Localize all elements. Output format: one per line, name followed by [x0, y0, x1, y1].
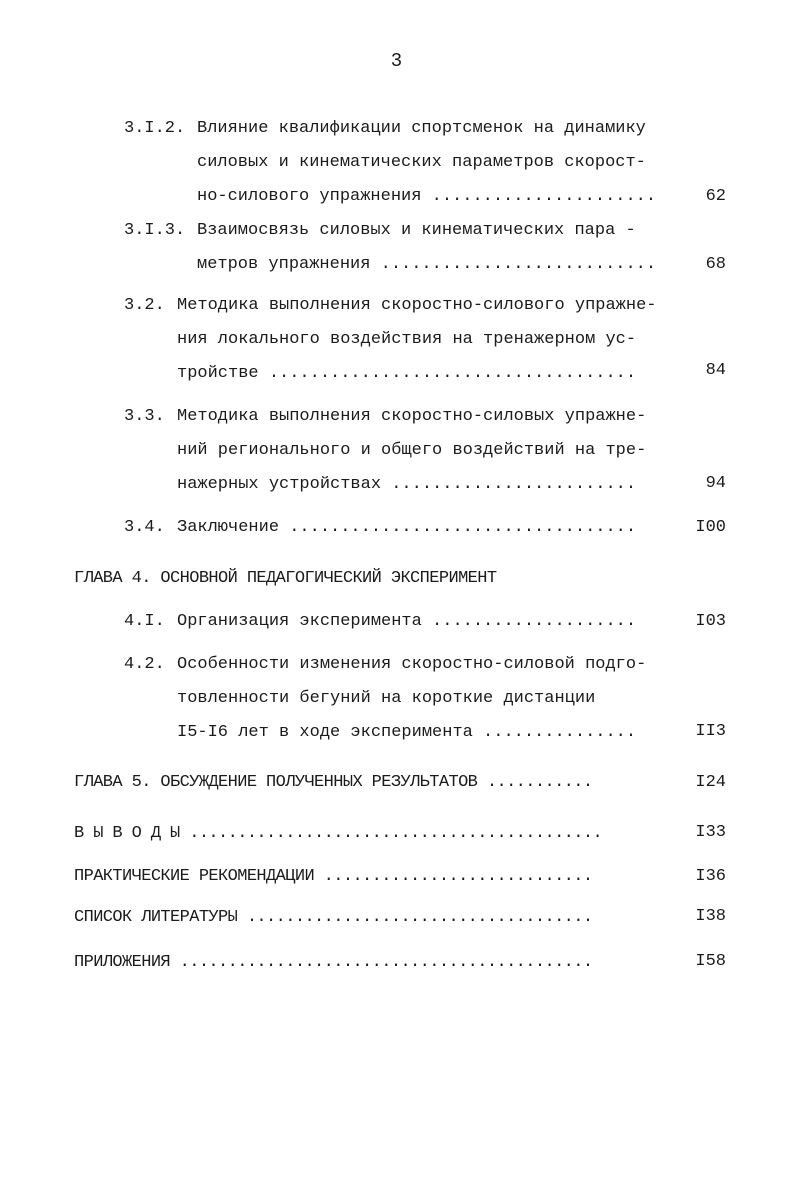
toc-entry-page: II3 — [695, 722, 726, 741]
section-heading: ПРИЛОЖЕНИЯ ........................................... — [74, 953, 593, 972]
toc-entry-label: 3.2. — [124, 296, 165, 315]
toc-entry-page: 94 — [705, 474, 726, 493]
page-number: 3 — [390, 50, 403, 72]
toc-entry-label: 3.I.3. — [124, 221, 186, 240]
toc-entry-text: Заключение .................................. — [177, 518, 637, 537]
toc-entry-text: Методика выполнения скоростно-силовых упражне- — [177, 407, 647, 426]
toc-entry-text: нажерных устройствах ........................ — [177, 475, 637, 494]
toc-entry-text: ния локального воздействия на тренажерном ус- — [177, 330, 637, 349]
toc-entry-text: товленности бегуний на короткие дистанции — [177, 689, 596, 708]
toc-entry-page: I58 — [695, 952, 726, 971]
chapter-heading: ГЛАВА 5. ОБСУЖДЕНИЕ ПОЛУЧЕННЫХ РЕЗУЛЬТАТОВ ........... — [74, 773, 593, 792]
toc-entry-page: 84 — [705, 361, 726, 380]
toc-entry-text: Взаимосвязь силовых и кинематических пара - — [197, 221, 636, 240]
toc-entry-text: Особенности изменения скоростно-силовой подго- — [177, 655, 647, 674]
section-heading: ПРАКТИЧЕСКИЕ РЕКОМЕНДАЦИИ ............................ — [74, 867, 593, 886]
toc-entry-text: Влияние квалификации спортсменок на динамику — [197, 119, 646, 138]
toc-entry-text: силовых и кинематических параметров скорост- — [197, 153, 646, 172]
toc-entry-text: но-силового упражнения ...................... — [197, 187, 657, 206]
toc-entry-text: метров упражнения ........................... — [197, 255, 657, 274]
toc-entry-page: I24 — [695, 773, 726, 792]
toc-entry-label: 4.I. — [124, 612, 165, 631]
toc-entry-text: I5-I6 лет в ходе эксперимента ............... — [177, 723, 637, 742]
toc-entry-label: 4.2. — [124, 655, 165, 674]
section-heading: СПИСОК ЛИТЕРАТУРЫ .................................... — [74, 908, 593, 927]
toc-entry-text: Методика выполнения скоростно-силового упражне- — [177, 296, 657, 315]
chapter-heading: ГЛАВА 4. ОСНОВНОЙ ПЕДАГОГИЧЕСКИЙ ЭКСПЕРИМЕНТ — [74, 569, 497, 588]
toc-entry-page: 68 — [705, 255, 726, 274]
toc-entry-page: I03 — [695, 612, 726, 631]
toc-entry-page: I00 — [695, 518, 726, 537]
toc-entry-text: ний регионального и общего воздействий на тре- — [177, 441, 647, 460]
toc-entry-label: 3.3. — [124, 407, 165, 426]
toc-entry-text: Организация эксперимента .................... — [177, 612, 637, 631]
section-heading: В Ы В О Д Ы ........................................... — [74, 824, 603, 843]
toc-entry-label: 3.4. — [124, 518, 165, 537]
toc-entry-page: I38 — [695, 907, 726, 926]
toc-entry-label: 3.I.2. — [124, 119, 186, 138]
toc-entry-text: тройстве .................................... — [177, 364, 637, 383]
toc-entry-page: 62 — [705, 187, 726, 206]
toc-entry-page: I36 — [695, 867, 726, 886]
toc-entry-page: I33 — [695, 823, 726, 842]
